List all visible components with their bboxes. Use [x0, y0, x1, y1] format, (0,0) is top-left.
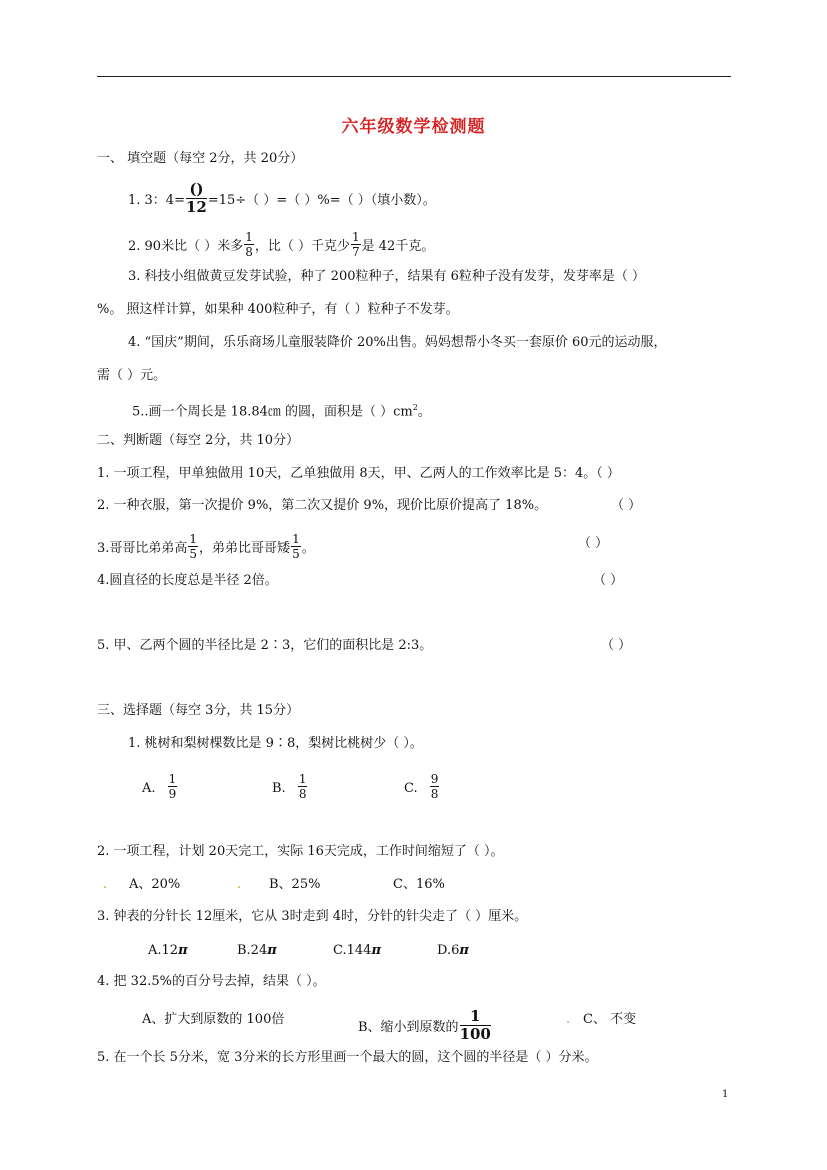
decor-dot: . — [566, 1012, 571, 1027]
s3-q1-option-a — [142, 772, 178, 802]
s2-q3-post: 。 — [301, 541, 315, 556]
s1-q2-pre: 2. 90米比（ ）米多 — [128, 239, 244, 254]
s3-q1-b-label: B. — [272, 781, 286, 796]
s3-q5: 5. 在一个长 5分米，宽 3分米的长方形里画一个最大的圆，这个圆的半径是（ ）分米。 — [97, 1050, 598, 1065]
s1-q3-line1: 3. 科技小组做黄豆发芽试验，种了 200粒种子，结果有 6粒种子没有发芽，发芽率是（ ） — [128, 269, 646, 284]
s2-q4-paren: （ ） — [593, 573, 624, 588]
s3-q1-c-fraction — [430, 773, 440, 800]
s3-q2-option-b: B、25% — [269, 877, 321, 892]
s1-q5-sup: 2 — [412, 403, 418, 412]
page-number: 1 — [722, 1089, 729, 1100]
s2-q3-f1-den: 5 — [189, 547, 198, 561]
s1-q4-line1: 4. “国庆”期间，乐乐商场儿童服装降价 20%出售。妈妈想帮小冬买一套原价 60元的运动服， — [128, 335, 667, 350]
s2-q2-paren: （ ） — [611, 498, 642, 513]
s3-q2: 2. 一项工程，计划 20天完工，实际 16天完成，工作时间缩短了（ ）。 — [97, 844, 504, 859]
s3-q1-option-b — [272, 772, 308, 802]
s1-q2-post: 是 42千克。 — [361, 239, 435, 254]
s1-q5 — [132, 399, 431, 421]
s2-q1: 1. 一项工程，甲单独做用 10天，乙单独做用 8天，甲、乙两人的工作效率比是 5：4。（ ） — [97, 466, 620, 481]
s2-q3 — [97, 532, 315, 562]
s3-q4-b-den: 100 — [459, 1025, 491, 1043]
s2-q3-pre: 3.哥哥比弟弟高 — [97, 541, 188, 556]
section1-heading: 一、 填空题（每空 2分，共 20分） — [97, 151, 304, 166]
s3-q3: 3. 钟表的分针长 12厘米，它从 3时走到 4时，分针的针尖走了（ ）厘米。 — [97, 909, 528, 924]
s3-q3-d-num: D.6 — [437, 943, 460, 958]
page-title: 六年级数学检测题 — [341, 117, 486, 137]
s3-q4-option-b — [358, 1007, 492, 1044]
s1-q1-post: =15÷（ ）=（ ）%=（ ）（填小数）。 — [207, 193, 436, 208]
s3-q3-b-num: B.24 — [237, 943, 268, 958]
s3-q4-b-label: B、缩小到原数的 — [358, 1020, 459, 1035]
s3-q1-b-fraction — [298, 773, 308, 800]
s1-q1 — [128, 180, 436, 217]
s3-q1-a-num: 1 — [168, 772, 177, 786]
s1-q2-f1-num: 1 — [245, 230, 253, 244]
s1-q1-fraction — [186, 182, 207, 215]
s2-q3-mid: ，弟弟比哥哥矮 — [199, 541, 291, 556]
section2-heading: 二、判断题（每空 2分，共 10分） — [97, 433, 300, 448]
s2-q2: 2. 一种衣服，第一次提价 9%，第二次又提价 9%，现价比原价提高了 18%。 — [97, 498, 548, 513]
s3-q1-a-label: A. — [142, 781, 156, 796]
s3-q1-c-den: 8 — [430, 787, 439, 801]
s3-q4-b-fraction — [460, 1009, 491, 1042]
s1-q1-frac-den: 12 — [185, 198, 207, 216]
s2-q3-paren: （ ） — [578, 536, 609, 551]
s1-q2-mid: ，比（ ）千克少 — [254, 239, 350, 254]
s3-q1-a-fraction — [168, 773, 178, 800]
s3-q1-c-label: C. — [404, 781, 418, 796]
s3-q4-b-num: 1 — [460, 1009, 491, 1026]
s1-q1-pre: 1. 3：4= — [128, 193, 185, 208]
s1-q2-fraction-2 — [351, 231, 361, 258]
s3-q4: 4. 把 32.5%的百分号去掉，结果（ ）。 — [97, 974, 326, 989]
s1-q3-line2: %。 照这样计算，如果种 400粒种子，有（ ）粒种子不发芽。 — [97, 302, 459, 317]
s2-q4: 4.圆直径的长度总是半径 2倍。 — [97, 573, 278, 588]
s3-q1-option-c — [404, 772, 440, 802]
s3-q4-option-c: C、 不变 — [583, 1012, 637, 1027]
s1-q5-post: 。 — [417, 404, 431, 420]
s3-q1: 1. 桃树和梨树棵数比是 9∶8，梨树比桃树少（ ）。 — [128, 736, 423, 751]
s3-q1-a-den: 9 — [168, 787, 177, 801]
s2-q3-fraction-1 — [188, 533, 198, 560]
s3-q2-option-a: A、20% — [129, 877, 181, 892]
s1-q2-f2-den: 7 — [352, 245, 360, 259]
s1-q5-pre: 5..画一个周长是 18.84㎝ 的圆，面积是（ ）cm — [132, 404, 413, 420]
s3-q3-c-num: C.144 — [333, 943, 372, 958]
s3-q3-a-num: A.12 — [148, 943, 179, 958]
s3-q4-option-a: A、扩大到原数的 100倍 — [142, 1012, 285, 1027]
s3-q1-b-num: 1 — [298, 772, 307, 786]
s1-q2-fraction-1 — [244, 231, 254, 258]
s3-q2-option-c: C、16% — [393, 877, 445, 892]
s2-q3-f2-den: 5 — [292, 547, 300, 561]
s3-q2-dot-2 — [237, 876, 241, 894]
s2-q3-f2-num: 1 — [292, 532, 300, 546]
header-rule — [97, 76, 731, 77]
s3-q4-dot — [566, 1011, 570, 1029]
pi-symbol: π — [267, 943, 277, 958]
s1-q2 — [128, 230, 435, 260]
s3-q1-c-num: 9 — [430, 772, 439, 786]
s3-q1-b-den: 8 — [298, 787, 307, 801]
s2-q3-f1-num: 1 — [189, 532, 198, 546]
s3-q3-option-c — [333, 942, 381, 960]
s1-q2-f1-den: 8 — [245, 245, 253, 259]
s2-q3-fraction-2 — [291, 533, 301, 560]
s3-q3-option-d — [437, 942, 469, 960]
section3-heading: 三、选择题（每空 3分，共 15分） — [97, 703, 300, 718]
pi-symbol: π — [178, 943, 188, 958]
s3-q2-dot-1 — [103, 876, 107, 894]
decor-dot: . — [237, 877, 242, 892]
s1-q4-line2: 需（ ）元。 — [97, 368, 167, 383]
pi-symbol: π — [459, 943, 469, 958]
s2-q5-paren: （ ） — [601, 638, 632, 653]
s3-q3-option-b — [237, 942, 277, 960]
pi-symbol: π — [371, 943, 381, 958]
s1-q2-f2-num: 1 — [352, 230, 360, 244]
s3-q3-option-a — [148, 942, 188, 960]
decor-dot: . — [103, 877, 108, 892]
s1-q1-frac-num: () — [186, 182, 207, 199]
s2-q5: 5. 甲、乙两个圆的半径比是 2∶3，它们的面积比是 2:3。 — [97, 638, 433, 653]
